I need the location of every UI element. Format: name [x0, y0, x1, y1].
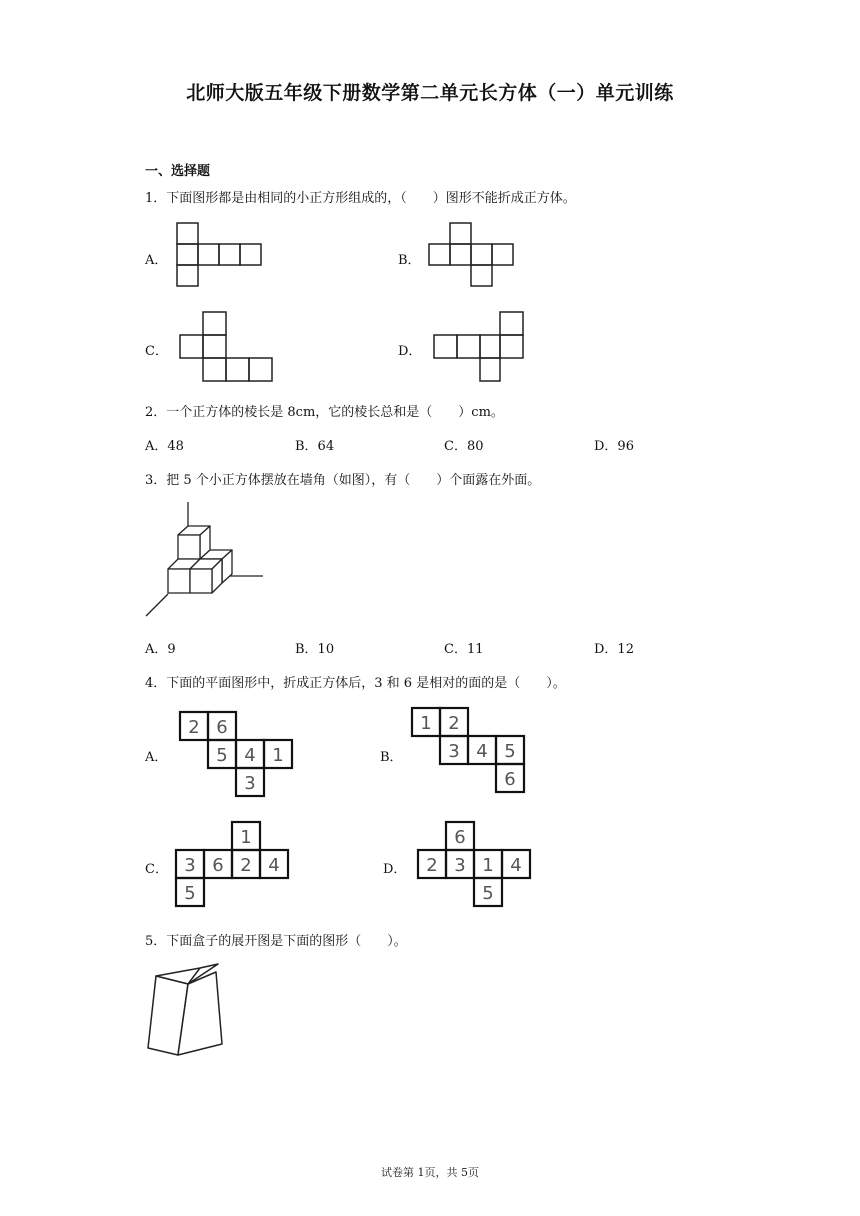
q4b-face-label: 3 — [448, 741, 460, 762]
q5-box-figure — [140, 960, 230, 1060]
page-title: 北师大版五年级下册数学第二单元长方体（一）单元训练 — [186, 82, 674, 104]
q4a-face-label: 4 — [244, 745, 256, 766]
q4d-face-label: 5 — [482, 883, 494, 904]
q4b-face-label: 2 — [448, 713, 460, 734]
q4c-face-label: 3 — [184, 855, 196, 876]
q4d-face-label: 6 — [454, 827, 466, 848]
q4d-face-label: 2 — [426, 855, 438, 876]
section-header: 一、选择题 — [145, 164, 211, 179]
q4-option-c-label: C． — [145, 862, 168, 877]
q1-option-b-label: B． — [398, 253, 421, 268]
q4d-face-label: 1 — [482, 855, 494, 876]
q4b-face-label: 6 — [504, 769, 516, 790]
q1-option-a-label: A． — [145, 253, 168, 268]
q4-option-a-net — [176, 708, 306, 804]
q4c-face-label: 5 — [184, 883, 196, 904]
question-3-text: 3．把 5 个小正方体摆放在墙角（如图），有（ ）个面露在外面。 — [145, 473, 541, 488]
q4a-face-label: 6 — [216, 717, 228, 738]
q2-option-d: D．96 — [594, 439, 634, 454]
q1-option-b-net — [422, 220, 522, 292]
q4-option-d-net — [414, 818, 538, 914]
q3-cube-corner-figure — [140, 496, 270, 624]
q4a-face-label: 2 — [188, 717, 200, 738]
q3-option-b: B．10 — [295, 642, 335, 657]
q4d-face-label: 3 — [454, 855, 466, 876]
question-4-text: 4．下面的平面图形中，折成正方体后，3 和 6 是相对的面的是（ ）。 — [145, 676, 566, 691]
q1-option-c-label: C． — [145, 344, 168, 359]
question-5-text: 5．下面盒子的展开图是下面的图形（ ）。 — [145, 934, 407, 949]
q4-option-b-net — [408, 704, 532, 800]
q1-option-c-net — [172, 308, 282, 388]
q2-option-a: A．48 — [145, 439, 184, 454]
q3-option-c: C．11 — [444, 642, 484, 657]
question-1-text: 1．下面图形都是由相同的小正方形组成的，（ ）图形不能折成正方体。 — [145, 191, 576, 206]
q4c-face-label: 1 — [240, 827, 252, 848]
q2-option-b: B．64 — [295, 439, 335, 454]
q4b-face-label: 5 — [504, 741, 516, 762]
q4-option-c-net — [172, 818, 296, 914]
q4-option-d-label: D． — [383, 862, 407, 877]
q3-option-a: A．9 — [145, 642, 176, 657]
question-2-text: 2．一个正方体的棱长是 8cm，它的棱长总和是（ ）cm。 — [145, 405, 504, 420]
q1-option-d-net — [428, 308, 538, 388]
q4c-face-label: 6 — [212, 855, 224, 876]
q4-option-a-label: A． — [145, 750, 168, 765]
page-footer: 试卷第 1页，共 5页 — [381, 1166, 479, 1179]
q1-option-d-label: D． — [398, 344, 422, 359]
q3-option-d: D．12 — [594, 642, 634, 657]
q4b-face-label: 4 — [476, 741, 488, 762]
q4d-face-label: 4 — [510, 855, 522, 876]
q4-option-b-label: B． — [380, 750, 403, 765]
q4a-face-label: 3 — [244, 773, 256, 794]
q4c-face-label: 2 — [240, 855, 252, 876]
q1-option-a-net — [170, 220, 270, 292]
q2-option-c: C．80 — [444, 439, 484, 454]
q4b-face-label: 1 — [420, 713, 432, 734]
q4a-face-label: 5 — [216, 745, 228, 766]
q4c-face-label: 4 — [268, 855, 280, 876]
q4a-face-label: 1 — [272, 745, 284, 766]
